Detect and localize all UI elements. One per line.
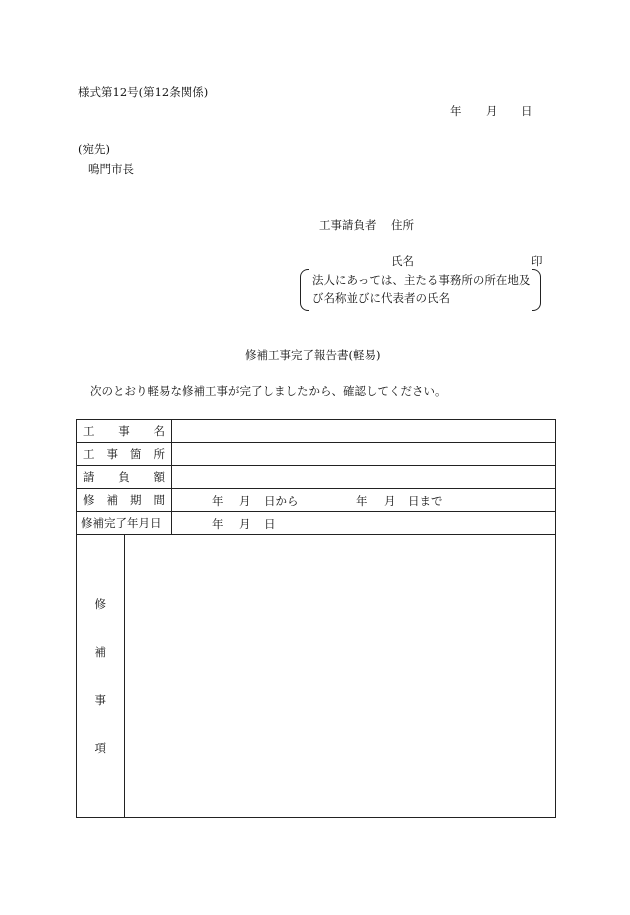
completion-year: 年 — [212, 517, 224, 531]
table-row — [77, 466, 556, 489]
label-repair-period: 修 補 期 間 — [77, 489, 172, 512]
date-year: 年 — [450, 104, 462, 118]
table-row — [77, 489, 556, 512]
addressee-name: 鳴門市長 — [88, 162, 134, 176]
note-bracket-left — [300, 269, 309, 311]
label-project-location: 工 事 箇 所 — [77, 443, 172, 466]
table-row — [77, 535, 556, 818]
address-label: 住所 — [391, 218, 414, 232]
body-text: 次のとおり軽易な修補工事が完了しましたから、確認してください。 — [90, 384, 447, 398]
corporate-note-line2: び名称並びに代表者の氏名 — [312, 291, 450, 305]
corporate-note-line1: 法人にあっては、主たる事務所の所在地及 — [312, 273, 531, 287]
label-repair-items: 修 補 事 項 — [77, 535, 125, 818]
completion-day: 日 — [264, 517, 276, 531]
completion-month: 月 — [239, 517, 251, 531]
date-day: 日 — [521, 104, 533, 118]
table-row — [77, 443, 556, 466]
date-month: 月 — [486, 104, 498, 118]
note-bracket-right — [532, 269, 541, 311]
period-start-year: 年 — [212, 494, 224, 508]
value-project-name[interactable] — [172, 420, 556, 443]
period-start-month: 月 — [239, 494, 251, 508]
period-start-day: 日から — [264, 494, 299, 508]
document-title: 修補工事完了報告書(軽易) — [245, 348, 381, 362]
table-row — [77, 420, 556, 443]
period-end-month: 月 — [384, 494, 396, 508]
addressee-label: (宛先) — [78, 142, 110, 156]
value-repair-items[interactable] — [124, 535, 556, 818]
value-repair-period[interactable] — [172, 489, 556, 512]
report-table — [76, 419, 556, 818]
form-number: 様式第12号(第12条関係) — [78, 85, 209, 99]
period-end-year: 年 — [356, 494, 368, 508]
label-project-name: 工 事 名 — [77, 420, 172, 443]
label-contract-amount: 請 負 額 — [77, 466, 172, 489]
value-completion-date[interactable] — [172, 512, 556, 535]
label-completion-date: 修補完了年月日 — [77, 512, 172, 535]
value-project-location[interactable] — [172, 443, 556, 466]
name-label: 氏名 — [391, 254, 414, 268]
table-row — [77, 512, 556, 535]
value-contract-amount[interactable] — [172, 466, 556, 489]
seal-mark: 印 — [531, 254, 543, 268]
contractor-title: 工事請負者 — [319, 218, 377, 232]
period-end-day: 日まで — [408, 494, 443, 508]
